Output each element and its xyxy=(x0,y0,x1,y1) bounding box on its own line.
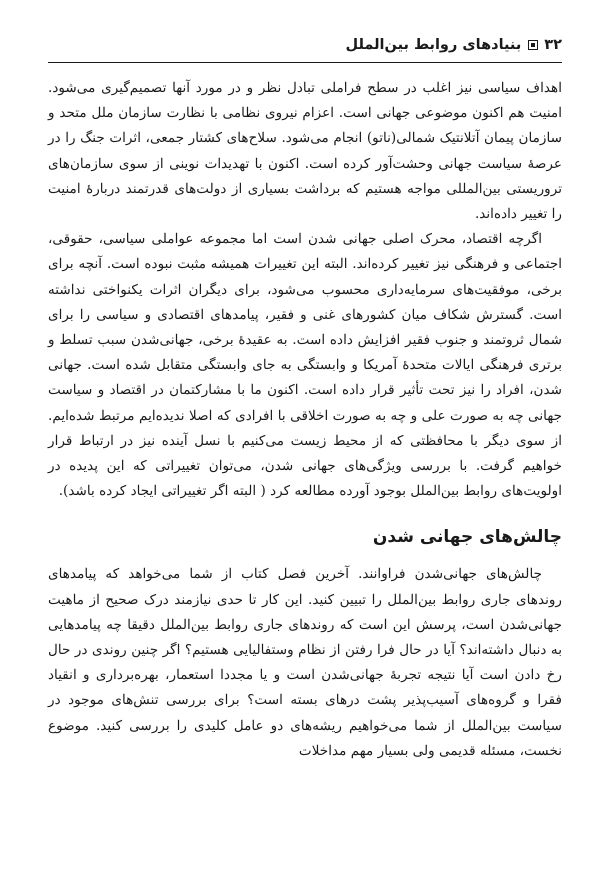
section-paragraph: چالش‌های جهانی‌شدن فراوانند. آخرین فصل کتاب از شما می‌خواهد که پیامدهای روندهای جاری روابط بین‌الملل را تبیین کنید. این کار تا حدی نیازمند درک صحیح از ماهیت جهانی‌شدن است، پرسش این است که روندهای جاری روابط بین‌الملل دقیقا چه پیامدهایی به دنبال داشته‌اند؟ آیا در حال فرا رفتن از نظام وستفالیایی هستیم؟ اگر چنین روندی در حال رخ دادن است آیا نتیجه تجربهٔ جهانی‌شدن است و یا مجددا استعمار، بهره‌برداری و انقیاد فقرا و گروه‌های آسیب‌پذیر پشت درهای بسته است؟ برای بررسی تنش‌های موجود در سیاست بین‌الملل از شما می‌خواهیم ریشه‌های دو عامل کلیدی را بررسی کنید. موضوع نخست، مسئله قدیمی ولی بسیار مهم مداخلات xyxy=(48,566,562,759)
page-number: ۳۲ xyxy=(544,37,562,53)
book-title: بنیادهای روابط بین‌الملل xyxy=(345,37,522,53)
paragraph-2: اگرچه اقتصاد، محرک اصلی جهانی شدن است اما مجموعه عواملی سیاسی، حقوقی، اجتماعی و فرهنگی نیز تغییر کرده‌اند. البته این تغییرات همیشه مثبت نبوده است. آنچه برای برخی، موفقیت‌های سرمایه‌داری محسوب می‌شود، برای دیگران اثرات یکنواختی نداشته است. گسترش شکاف میان کشورهای غنی و فقیر، پیامدهای اقتصادی و سیاسی را برای شمال ثروتمند و جنوب فقیر افزایش داده است. به عقیدهٔ برخی، جهانی‌شدن سبب تسلط و برتری فرهنگی ایالات متحدهٔ آمریکا و وابستگی به جای وابستگی متقابل شده است. جهانی شدن، افراد را نیز تحت تأثیر قرار داده است. اکنون ما با مشارکتمان در اقتصاد و سیاست جهانی چه به صورت علی و چه به صورت اخلاقی با افرادی که اصلا ندیده‌ایم مرتبط شده‌ایم. از سوی دیگر با محافظتی که از محیط زیست می‌کنیم با نسل آینده نیز در ارتباط قرار خواهیم گرفت. با بررسی ویژگی‌های جهانی شدن، می‌توان تغییراتی که این پدیده در اولویت‌های روابط بین‌الملل بوجود آورده مطالعه کرد ( البته اگر تغییراتی ایجاد کرده باشد). xyxy=(48,231,562,500)
square-bullet-icon xyxy=(528,40,538,50)
running-header xyxy=(48,34,562,56)
section-heading: چالش‌های جهانی شدن xyxy=(372,527,562,548)
paragraph-1: اهداف سیاسی نیز اغلب در سطح فراملی تبادل نظر و در مورد آنها تصمیم‌گیری می‌شود. امنیت هم اکنون موضوعی جهانی است. اعزام نیروی نظامی با نظارت سازمان ملل متحد و سازمان پیمان آتلانتیک شمالی(ناتو) انجام می‌شود. سلاح‌های کشتار جمعی، اثرات جنگ را در عرصهٔ سیاست جهانی وحشت‌آور کرده است. اکنون با تهدیدات نوینی از سوی سازمان‌های تروریستی بین‌المللی مواجه هستیم که برداشت بسیاری از دولت‌های قدرتمند دربارهٔ امنیت را تغییر داده‌اند. xyxy=(48,80,562,223)
header-divider xyxy=(48,62,562,63)
